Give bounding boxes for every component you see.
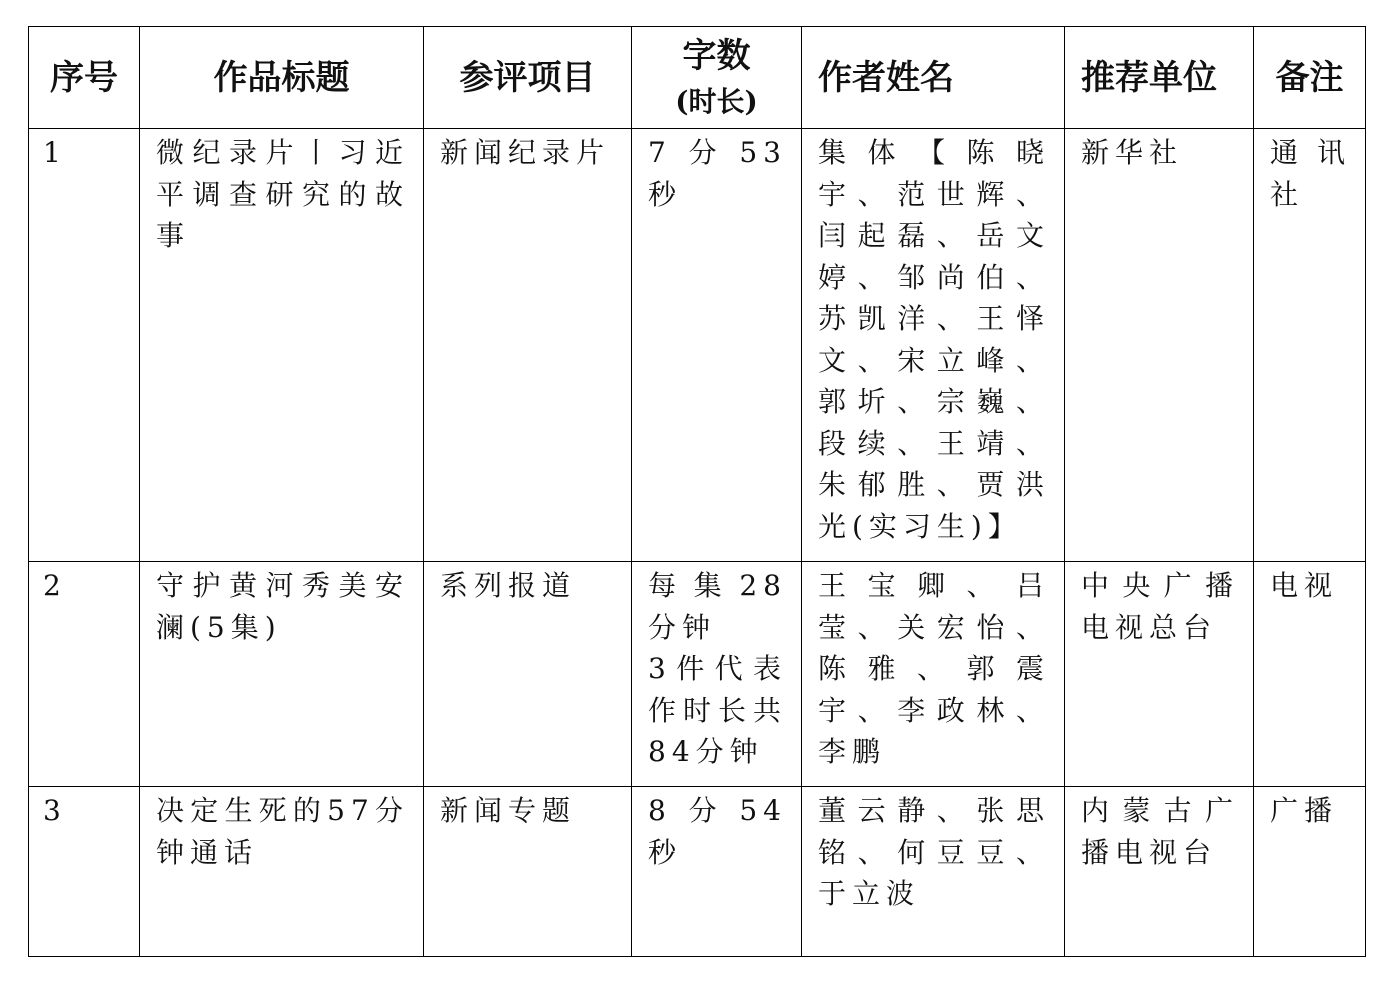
row-note: 广播	[1254, 787, 1366, 957]
header-length-sub: (时长)	[675, 84, 758, 118]
row-title: 守护黄河秀美安澜(5集)	[140, 562, 424, 787]
header-unit: 推荐单位	[1065, 27, 1254, 129]
row-note: 电视	[1254, 562, 1366, 787]
row-authors: 集体【陈晓宇、范世辉、闫起磊、岳文婷、邹尚伯、苏凯洋、王怿文、宋立峰、郭圻、宗巍、段续、王靖、朱郁胜、贾洪光(实习生)】	[802, 129, 1065, 562]
row-category: 新闻纪录片	[424, 129, 632, 562]
header-row	[29, 27, 1366, 129]
row-index: 3	[29, 787, 140, 957]
header-title: 作品标题	[140, 27, 424, 129]
header-length-main: 字数	[682, 35, 751, 76]
row-index: 2	[29, 562, 140, 787]
row-unit: 新华社	[1065, 129, 1254, 562]
table-row	[29, 787, 1366, 957]
table-row	[29, 129, 1366, 562]
row-category: 新闻专题	[424, 787, 632, 957]
row-length-main: 7分53秒	[648, 136, 787, 211]
row-authors: 董云静、张思铭、何豆豆、于立波	[802, 787, 1065, 957]
row-category: 系列报道	[424, 562, 632, 787]
row-length	[632, 129, 802, 562]
row-length	[632, 787, 802, 957]
nomination-table	[28, 26, 1366, 957]
row-length-main: 每集28分钟	[648, 569, 787, 644]
row-title: 微纪录片丨习近平调查研究的故事	[140, 129, 424, 562]
header-category: 参评项目	[424, 27, 632, 129]
row-length-main: 8分54秒	[648, 794, 787, 869]
row-note: 通讯社	[1254, 129, 1366, 562]
header-length	[632, 27, 802, 129]
row-index: 1	[29, 129, 140, 562]
header-index: 序号	[29, 27, 140, 129]
row-length-extra: 3件代表作时长共84分钟	[648, 652, 787, 768]
row-unit: 中央广播电视总台	[1065, 562, 1254, 787]
row-title: 决定生死的57分钟通话	[140, 787, 424, 957]
row-length	[632, 562, 802, 787]
header-note: 备注	[1254, 27, 1366, 129]
row-unit: 内蒙古广播电视台	[1065, 787, 1254, 957]
table-row	[29, 562, 1366, 787]
row-authors: 王宝卿、吕莹、关宏怡、陈雅、郭震宇、李政林、李鹏	[802, 562, 1065, 787]
header-authors: 作者姓名	[802, 27, 1065, 129]
